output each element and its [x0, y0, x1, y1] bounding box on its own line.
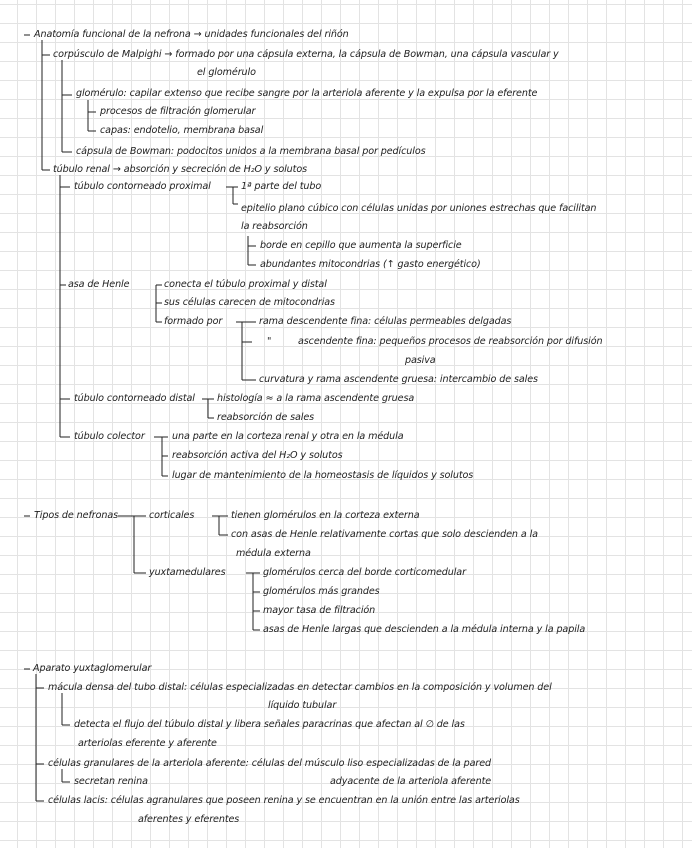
- list-item-cerca: glomérulos cerca del borde corticomedular: [263, 567, 466, 578]
- list-item-carecen: sus células carecen de mitocondrias: [164, 297, 335, 308]
- list-item-curvatura: curvatura y rama ascendente gruesa: intercambio de sales: [259, 374, 538, 385]
- section-title-anatomia: Anatomía funcional de la nefrona → unidades funcionales del riñón: [34, 29, 349, 40]
- section-title-tipos: Tipos de nefronas: [34, 510, 119, 521]
- list-item-grandes: glomérulos más grandes: [263, 586, 380, 597]
- list-item-corpusculo-cont: el glomérulo: [197, 67, 256, 78]
- section-title-aparato: Aparato yuxtaglomerular: [33, 663, 152, 674]
- list-item-detecta-cont: arteriolas eferente y aferente: [78, 738, 217, 749]
- list-item-granulares-cont: adyacente de la arteriola aferente: [330, 776, 492, 787]
- list-item-mitocondrias: abundantes mitocondrias (↑ gasto energético): [260, 259, 481, 270]
- list-item-colector: túbulo colector: [74, 431, 145, 442]
- ditto-mark: ": [267, 336, 272, 347]
- list-item-macula: mácula densa del tubo distal: células especializadas en detectar cambios en la composición y volumen del: [48, 682, 552, 693]
- list-item-granulares: células granulares de la arteriola aferente: células del músculo liso especializadas de la pared: [48, 758, 492, 769]
- list-item-ascendente-fina-cont: pasiva: [405, 355, 436, 366]
- list-item-secretan: secretan renina: [74, 776, 148, 787]
- list-item-una-parte: una parte en la corteza renal y otra en la médula: [172, 431, 404, 442]
- list-item-yuxtamedulares: yuxtamedulares: [149, 567, 226, 578]
- list-item-asas-cortas: con asas de Henle relativamente cortas que solo descienden a la: [231, 529, 538, 540]
- list-item-procesos: procesos de filtración glomerular: [100, 106, 256, 117]
- list-item-tubulo-renal: túbulo renal → absorción y secreción de H₂O y solutos: [53, 164, 307, 175]
- list-item-glomerulo: glomérulo: capilar extenso que recibe sangre por la arteriola aferente y la expulsa por la eferente: [76, 88, 538, 99]
- list-item-lugar: lugar de mantenimiento de la homeostasis de líquidos y solutos: [172, 470, 474, 481]
- list-item-distal: túbulo contorneado distal: [74, 393, 195, 404]
- list-item-ascendente-fina: ascendente fina: pequeños procesos de reabsorción por difusión: [298, 336, 603, 347]
- list-item-tienen: tienen glomérulos en la corteza externa: [231, 510, 420, 521]
- list-item-epitelio-cont: la reabsorción: [241, 221, 308, 232]
- list-item-corpusculo: corpúsculo de Malpighi → formado por una cápsula externa, la cápsula de Bowman, una cápsula vascular y: [53, 49, 559, 60]
- list-item-tasa: mayor tasa de filtración: [263, 605, 376, 616]
- list-item-bowman: cápsula de Bowman: podocitos unidos a la membrana basal por pedículos: [76, 146, 426, 157]
- list-item-formado: formado por: [164, 316, 223, 327]
- list-item-borde-cepillo: borde en cepillo que aumenta la superficie: [260, 240, 462, 251]
- list-item-reabsorcion-activa: reabsorción activa del H₂O y solutos: [172, 450, 343, 461]
- list-item-corticales: corticales: [149, 510, 195, 521]
- list-item-detecta: detecta el flujo del túbulo distal y libera señales paracrinas que afectan al ∅ de las: [74, 719, 465, 730]
- list-item-asas-cortas-cont: médula externa: [236, 548, 311, 559]
- list-item-proximal: túbulo contorneado proximal: [74, 181, 211, 192]
- list-item-histologia: histología ≈ a la rama ascendente gruesa: [217, 393, 415, 404]
- list-item-epitelio: epitelio plano cúbico con células unidas por uniones estrechas que facilitan: [241, 203, 597, 214]
- list-item-primera-parte: 1ª parte del tubo: [241, 181, 322, 192]
- list-item-rama-descendente: rama descendente fina: células permeables delgadas: [259, 316, 512, 327]
- list-item-macula-cont: líquido tubular: [268, 700, 337, 711]
- list-item-lacis: células lacis: células agranulares que poseen renina y se encuentran en la unión entre las arteriolas: [48, 795, 520, 806]
- list-item-asa-henle: asa de Henle: [68, 279, 130, 290]
- list-item-lacis-cont: aferentes y eferentes: [138, 814, 240, 825]
- list-item-conecta: conecta el túbulo proximal y distal: [164, 279, 327, 290]
- list-item-reabsorcion-sales: reabsorción de sales: [217, 412, 315, 423]
- list-item-capas: capas: endotelio, membrana basal: [100, 125, 264, 136]
- list-item-asas-largas: asas de Henle largas que descienden a la médula interna y la papila: [263, 624, 586, 635]
